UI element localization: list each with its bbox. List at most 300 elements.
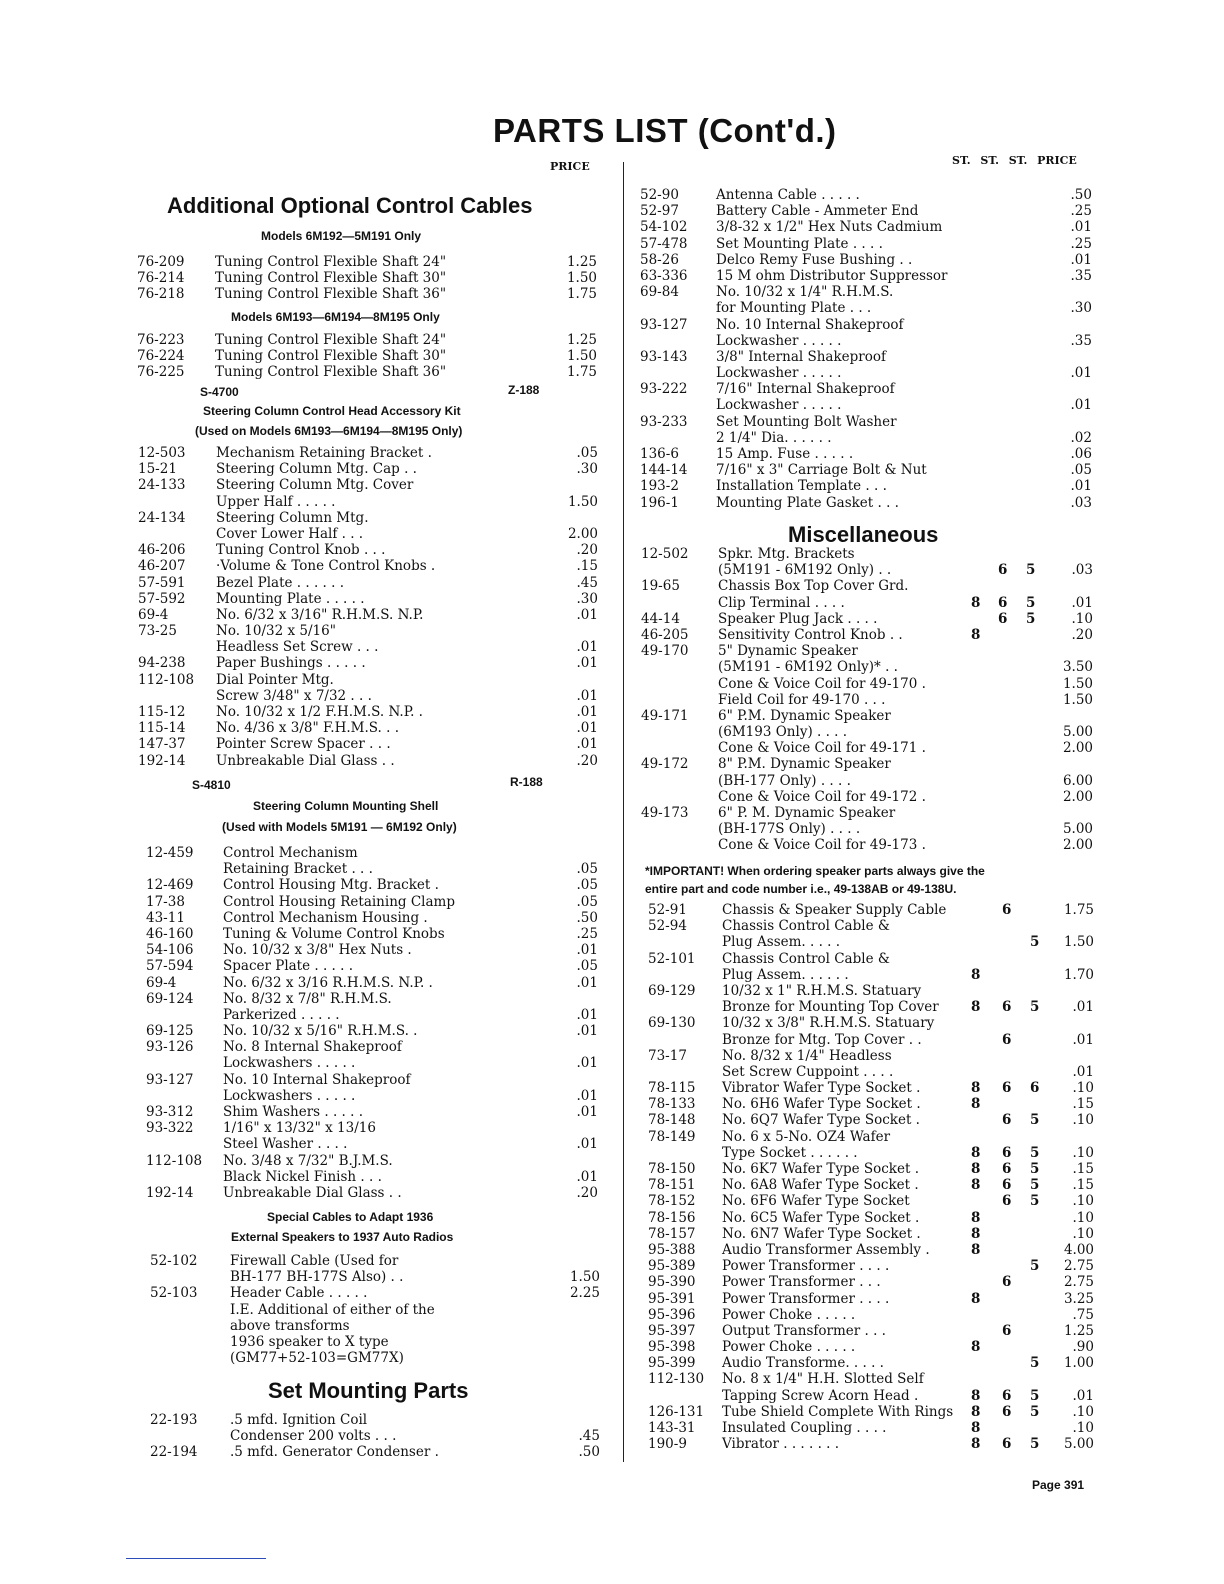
part-number: 93-126 (146, 1039, 194, 1056)
part-row (648, 1226, 1094, 1242)
part-description: No. 8/32 x 7/8" R.H.M.S. (223, 990, 392, 1007)
part-row (641, 676, 1093, 692)
part-number: 22-194 (150, 1444, 198, 1461)
part-row (138, 607, 598, 623)
left-price-header: PRICE (550, 160, 590, 173)
part-description: Cone & Voice Coil for 49-171 . (718, 740, 926, 757)
part-row (138, 461, 598, 477)
part-row (648, 1210, 1094, 1226)
part-number: 15-21 (138, 461, 177, 478)
part-description: Control Housing Retaining Clamp (223, 893, 455, 910)
part-number: 24-133 (138, 477, 186, 494)
part-description: (GM77+52-103=GM77X) (230, 1350, 404, 1367)
part-row (648, 1096, 1094, 1112)
part-row (648, 999, 1094, 1015)
part-price: .15 (1072, 1096, 1094, 1113)
page-number: Page 391 (1032, 1478, 1085, 1492)
part-row (137, 364, 597, 380)
section-heading-optional-cables: Additional Optional Control Cables (167, 193, 533, 218)
part-description: Lockwasher . . . . . (716, 397, 842, 414)
part-number: 58-26 (640, 251, 679, 268)
part-description: Black Nickel Finish . . . (223, 1168, 382, 1185)
model-st6-mark: 6 (1002, 1177, 1012, 1194)
part-price: 1.50 (567, 493, 598, 510)
part-number: 196-1 (640, 494, 679, 511)
part-price: .05 (1070, 462, 1092, 479)
part-description: Unbreakable Dial Glass . . (216, 752, 395, 769)
part-row (138, 575, 598, 591)
part-row (640, 268, 1092, 284)
part-description: (5M191 - 6M192 Only)* . . (718, 659, 898, 676)
part-number: 147-37 (138, 736, 186, 753)
part-row (138, 526, 598, 542)
part-price: 5.00 (1062, 821, 1093, 838)
part-row (648, 1112, 1094, 1128)
part-price: .01 (576, 974, 598, 991)
part-price: 3.50 (1062, 659, 1093, 676)
part-number: 76-214 (137, 270, 185, 287)
part-row (641, 837, 1093, 853)
model-st8-mark: 8 (971, 999, 981, 1016)
part-row (137, 270, 597, 286)
part-price: .50 (1070, 187, 1092, 203)
part-description: 10/32 x 1" R.H.M.S. Statuary (722, 982, 922, 999)
part-row (138, 623, 598, 639)
special-cables-heading-1: Special Cables to Adapt 1936 (267, 1210, 434, 1224)
part-row (640, 462, 1092, 478)
part-description: (5M191 - 6M192 Only) . . (718, 562, 892, 579)
part-number: 57-592 (138, 590, 186, 607)
part-number: 46-206 (138, 542, 186, 559)
part-row (648, 1323, 1094, 1339)
part-price: .35 (1070, 332, 1092, 349)
model-st5-mark: 5 (1030, 1193, 1040, 1210)
part-description: No. 10/32 x 1/2 F.H.M.S. N.P. . (216, 704, 423, 720)
part-description: No. 8/32 x 1/4" Headless (722, 1047, 892, 1064)
model-st6-mark: 6 (998, 594, 1008, 611)
part-description: Pointer Screw Spacer . . . (216, 736, 391, 753)
part-row (648, 1258, 1094, 1274)
part-description: Steering Column Mtg. Cap . . (216, 461, 417, 478)
part-price: .30 (576, 461, 598, 478)
part-description: Bronze for Mounting Top Cover (722, 999, 939, 1016)
important-note-line-2: entire part and code number i.e., 49-138AB or 49-138U. (645, 882, 957, 896)
part-price: .01 (1070, 251, 1092, 268)
part-description: Field Coil for 49-170 . . . (718, 691, 886, 708)
part-description: 1936 speaker to X type (230, 1333, 389, 1350)
part-description: 1/16" x 13/32" x 13/16 (223, 1120, 376, 1137)
list-optional-cables-1 (137, 254, 597, 303)
kit-code-r188: R-188 (510, 775, 543, 789)
part-description: Power Choke . . . . . (722, 1306, 856, 1323)
model-st8-mark: 8 (971, 1436, 981, 1453)
part-number: 12-459 (146, 845, 194, 861)
part-description: Set Mounting Plate . . . . (716, 235, 883, 252)
part-description: No. 6F6 Wafer Type Socket (722, 1193, 910, 1210)
part-description: No. 4/36 x 3/8" F.H.M.S. . . (216, 720, 399, 737)
part-price: .90 (1072, 1339, 1094, 1356)
part-row (146, 894, 598, 910)
list-right-parts (640, 187, 1092, 511)
part-row (138, 655, 598, 671)
part-description: Header Cable . . . . . (230, 1285, 368, 1302)
part-description: Cone & Voice Coil for 49-173 . (718, 837, 926, 854)
part-description: No. 10/32 x 5/16" (216, 623, 336, 640)
part-row (648, 1193, 1094, 1209)
part-row (648, 983, 1094, 999)
part-price: .01 (1070, 478, 1092, 495)
part-row (648, 1371, 1094, 1387)
part-number: 95-391 (648, 1290, 696, 1307)
part-row (648, 1355, 1094, 1371)
part-price: 1.75 (566, 364, 597, 381)
part-price: .30 (576, 590, 598, 607)
part-price: 2.75 (1063, 1258, 1094, 1275)
part-row (641, 805, 1093, 821)
part-row (648, 1436, 1094, 1452)
part-number: 93-127 (146, 1071, 194, 1088)
part-price: 2.00 (567, 525, 598, 542)
part-row (150, 1302, 600, 1318)
part-description: Output Transformer . . . (722, 1322, 886, 1339)
model-st6-mark: 6 (1002, 1112, 1012, 1129)
part-description: Control Housing Mtg. Bracket . (223, 877, 439, 894)
part-row (146, 991, 598, 1007)
part-price: 1.50 (1062, 691, 1093, 708)
section-heading-set-mounting: Set Mounting Parts (268, 1378, 469, 1403)
part-description: Set Mounting Bolt Washer (716, 413, 897, 430)
part-description: Sensitivity Control Knob . . (718, 626, 903, 643)
part-description: No. 6N7 Wafer Type Socket . (722, 1225, 921, 1242)
part-price: .05 (576, 893, 598, 910)
part-description: Steering Column Mtg. Cover (216, 477, 414, 494)
part-row (648, 1177, 1094, 1193)
part-row (648, 951, 1094, 967)
part-price: .01 (576, 1168, 598, 1185)
part-description: Tuning Control Flexible Shaft 30" (215, 270, 447, 287)
model-st5-mark: 5 (1030, 1403, 1040, 1420)
part-price: .15 (576, 558, 598, 575)
model-st6-mark: 6 (998, 562, 1008, 579)
part-row (146, 926, 598, 942)
part-description: Clip Terminal . . . . (718, 594, 845, 611)
part-number: 69-130 (648, 1015, 696, 1032)
model-st6-mark: 6 (1002, 1144, 1012, 1161)
part-price: .01 (576, 720, 598, 737)
part-number: 52-103 (150, 1285, 198, 1302)
part-price: .20 (576, 752, 598, 769)
part-price: 5.00 (1063, 1436, 1094, 1453)
part-row (138, 558, 598, 574)
part-price: 1.50 (566, 348, 597, 365)
part-price: .35 (1070, 267, 1092, 284)
part-price: .06 (1070, 446, 1092, 462)
part-description: 5" Dynamic Speaker (718, 643, 858, 660)
part-row (138, 672, 598, 688)
part-description: No. 6H6 Wafer Type Socket . (722, 1096, 921, 1113)
part-description: Tuning Control Knob . . . (216, 542, 386, 559)
part-number: 46-205 (641, 626, 689, 643)
part-description: 15 M ohm Distributor Suppressor (716, 267, 948, 284)
part-row (640, 414, 1092, 430)
part-number: 12-502 (641, 546, 689, 562)
model-st5-mark: 5 (1030, 1144, 1040, 1161)
part-number: 136-6 (640, 446, 679, 462)
model-st8-mark: 8 (971, 1096, 981, 1113)
part-row (146, 1007, 598, 1023)
part-row (640, 381, 1092, 397)
part-description: Bronze for Mtg. Top Cover . . (722, 1031, 922, 1048)
part-description: Dial Pointer Mtg. (216, 671, 334, 688)
part-row (146, 1136, 598, 1152)
part-row (641, 595, 1093, 611)
part-description: 6" P.M. Dynamic Speaker (718, 707, 891, 724)
part-description: Chassis Box Top Cover Grd. (718, 578, 909, 595)
part-row (648, 1274, 1094, 1290)
part-price: .10 (1072, 1080, 1094, 1097)
part-row (648, 1339, 1094, 1355)
part-description: Installation Template . . . (716, 478, 887, 495)
part-number: 63-336 (640, 267, 688, 284)
part-number: 46-160 (146, 925, 194, 942)
part-description: Mechanism Retaining Bracket . (216, 445, 432, 461)
part-description: Tuning Control Flexible Shaft 36" (215, 364, 447, 381)
part-description: Insulated Coupling . . . . (722, 1420, 887, 1436)
model-st5-mark: 5 (1030, 1436, 1040, 1453)
model-st8-mark: 8 (971, 966, 981, 983)
part-description: No. 8 Internal Shakeproof (223, 1039, 402, 1056)
part-description: Plug Assem. . . . . . (722, 966, 849, 983)
model-st8-mark: 8 (971, 1241, 981, 1258)
part-description: Steering Column Mtg. (216, 509, 369, 526)
important-note-line-1: *IMPORTANT! When ordering speaker parts always give the (645, 864, 985, 878)
part-number: 93-143 (640, 348, 688, 365)
part-number: 78-150 (648, 1161, 696, 1177)
part-row (648, 1291, 1094, 1307)
part-price: .01 (1072, 1031, 1094, 1048)
part-description: Audio Transforme. . . . . (722, 1355, 884, 1372)
part-description: above transforms (230, 1317, 350, 1334)
part-row (641, 611, 1093, 627)
part-number: 54-102 (640, 219, 688, 236)
part-number: 78-149 (648, 1128, 696, 1145)
column-divider (623, 162, 624, 1462)
part-row (150, 1269, 600, 1285)
part-row (150, 1412, 600, 1428)
part-row (641, 643, 1093, 659)
part-price: 1.50 (1063, 934, 1094, 951)
part-row (150, 1285, 600, 1301)
part-description: Bezel Plate . . . . . . (216, 574, 344, 591)
part-row (146, 1039, 598, 1055)
part-description: Mounting Plate Gasket . . . (716, 494, 899, 511)
part-description: ·Volume & Tone Control Knobs . (216, 558, 436, 575)
part-description: Condenser 200 volts . . . (230, 1428, 397, 1445)
model-st8-mark: 8 (971, 594, 981, 611)
part-price: .01 (576, 942, 598, 959)
part-row (138, 736, 598, 752)
part-row (146, 942, 598, 958)
part-description: Power Transformer . . . (722, 1274, 881, 1291)
part-number: 52-90 (640, 187, 679, 203)
part-description: 7/16" Internal Shakeproof (716, 381, 895, 398)
part-row (641, 724, 1093, 740)
part-number: 93-312 (146, 1104, 194, 1120)
part-row (146, 1153, 598, 1169)
part-row (138, 720, 598, 736)
part-row (146, 1169, 598, 1185)
part-price: .15 (1072, 1177, 1094, 1194)
part-row (150, 1428, 600, 1444)
model-st5-mark: 5 (1030, 1355, 1040, 1372)
part-row (648, 1145, 1094, 1161)
part-number: 52-94 (648, 918, 687, 935)
model-st5-mark: 5 (1026, 594, 1036, 611)
part-row (640, 333, 1092, 349)
model-st5-mark: 5 (1030, 1161, 1040, 1177)
part-price: .20 (576, 542, 598, 559)
part-description: .5 mfd. Generator Condenser . (230, 1444, 439, 1461)
right-column-header: ST. ST. ST. PRICE (952, 154, 1077, 167)
model-st8-mark: 8 (971, 1387, 981, 1404)
part-description: Control Mechanism Housing . (223, 909, 428, 926)
part-number: 76-209 (137, 254, 185, 270)
part-number: 190-9 (648, 1436, 687, 1453)
kit-title-mounting-shell: Steering Column Mounting Shell (253, 799, 439, 813)
part-row (648, 1161, 1094, 1177)
part-number: 49-173 (641, 805, 689, 821)
part-row (138, 542, 598, 558)
part-price: .30 (1070, 300, 1092, 317)
list-miscellaneous (641, 546, 1093, 854)
list-misc-parts (648, 902, 1094, 1452)
part-description: Mounting Plate . . . . . (216, 590, 365, 607)
part-row (648, 967, 1094, 983)
part-price: 1.25 (566, 254, 597, 270)
part-row (648, 1129, 1094, 1145)
part-price: 2.25 (569, 1285, 600, 1302)
part-description: No. 6Q7 Wafer Type Socket . (722, 1112, 920, 1129)
part-description: Tube Shield Complete With Rings (722, 1403, 954, 1420)
model-st8-mark: 8 (971, 1144, 981, 1161)
part-price: .10 (1072, 1209, 1094, 1226)
part-price: .25 (576, 925, 598, 942)
part-row (641, 659, 1093, 675)
part-number: 73-25 (138, 623, 177, 640)
part-description: Cover Lower Half . . . (216, 525, 364, 542)
part-row (146, 1072, 598, 1088)
part-row (138, 704, 598, 720)
model-st6-mark: 6 (1002, 1387, 1012, 1404)
part-price: .10 (1072, 1225, 1094, 1242)
part-price: .03 (1070, 494, 1092, 511)
part-description: Upper Half . . . . . (216, 493, 336, 510)
part-description: Tuning Control Flexible Shaft 24" (215, 254, 447, 270)
part-description: No. 10/32 x 1/4" R.H.M.S. (716, 284, 894, 301)
part-number: 43-11 (146, 909, 185, 926)
part-row (146, 1185, 598, 1201)
part-number: 12-503 (138, 445, 186, 461)
part-description: Battery Cable - Ammeter End (716, 203, 919, 220)
part-description: Chassis Control Cable & (722, 950, 890, 967)
part-description: 8" P.M. Dynamic Speaker (718, 756, 891, 773)
part-price: 2.00 (1062, 740, 1093, 757)
part-price: .20 (576, 1184, 598, 1201)
part-price: .01 (576, 1006, 598, 1023)
part-row (641, 789, 1093, 805)
part-row (641, 546, 1093, 562)
model-st8-mark: 8 (971, 1225, 981, 1242)
part-row (138, 688, 598, 704)
model-st6-mark: 6 (1002, 1436, 1012, 1453)
part-number: 69-129 (648, 982, 696, 999)
part-number: 19-65 (641, 578, 680, 595)
part-row (641, 773, 1093, 789)
part-number: 52-91 (648, 902, 687, 918)
part-description: Screw 3/48" x 7/32 . . . (216, 687, 372, 704)
page-title: PARTS LIST (Cont'd.) (493, 112, 837, 149)
part-description: Unbreakable Dial Glass . . (223, 1184, 402, 1201)
part-price: 5.00 (1062, 724, 1093, 741)
part-row (640, 397, 1092, 413)
part-row (648, 1080, 1094, 1096)
part-number: 78-152 (648, 1193, 696, 1210)
part-price: .01 (576, 736, 598, 753)
part-row (138, 591, 598, 607)
part-description: No. 10/32 x 3/8" Hex Nuts . (223, 942, 412, 959)
part-description: Chassis & Speaker Supply Cable (722, 902, 947, 918)
part-description: Steel Washer . . . . (223, 1136, 348, 1153)
part-description: Firewall Cable (Used for (230, 1253, 399, 1269)
part-description: No. 3/48 x 7/32" B.J.M.S. (223, 1152, 393, 1169)
part-number: 12-469 (146, 877, 194, 894)
part-description: Delco Remy Fuse Bushing . . (716, 251, 913, 268)
part-number: 76-218 (137, 286, 185, 303)
part-price: 6.00 (1062, 772, 1093, 789)
part-row (648, 1032, 1094, 1048)
part-row (640, 187, 1092, 203)
part-number: 78-115 (648, 1080, 696, 1097)
part-description: Tuning Control Flexible Shaft 24" (215, 332, 447, 348)
part-price: .02 (1070, 429, 1092, 446)
model-st6-mark: 6 (1002, 1403, 1012, 1420)
part-row (648, 934, 1094, 950)
part-price: .10 (1071, 610, 1093, 627)
part-row (138, 445, 598, 461)
part-row (648, 1420, 1094, 1436)
part-description: Lockwashers . . . . . (223, 1055, 356, 1072)
part-price: .25 (1070, 203, 1092, 220)
part-description: 15 Amp. Fuse . . . . . (716, 446, 854, 462)
model-st5-mark: 5 (1030, 999, 1040, 1016)
part-price: 1.00 (1063, 1355, 1094, 1372)
part-number: 193-2 (640, 478, 679, 495)
part-row (137, 254, 597, 270)
part-number: 54-106 (146, 942, 194, 959)
part-number: 115-14 (138, 720, 186, 737)
part-description: Power Transformer . . . . (722, 1258, 890, 1275)
part-row (146, 1088, 598, 1104)
part-number: 95-389 (648, 1258, 696, 1275)
part-description: for Mounting Plate . . . (716, 300, 872, 317)
model-st8-mark: 8 (971, 1161, 981, 1177)
kit-title-control-head: Steering Column Control Head Accessory Kit (203, 404, 461, 418)
part-price: 3.25 (1063, 1290, 1094, 1307)
part-price: 1.75 (566, 286, 597, 303)
part-price: .01 (576, 606, 598, 623)
part-price: 2.75 (1063, 1274, 1094, 1291)
part-description: No. 6/32 x 3/16 R.H.M.S. N.P. . (223, 974, 433, 991)
